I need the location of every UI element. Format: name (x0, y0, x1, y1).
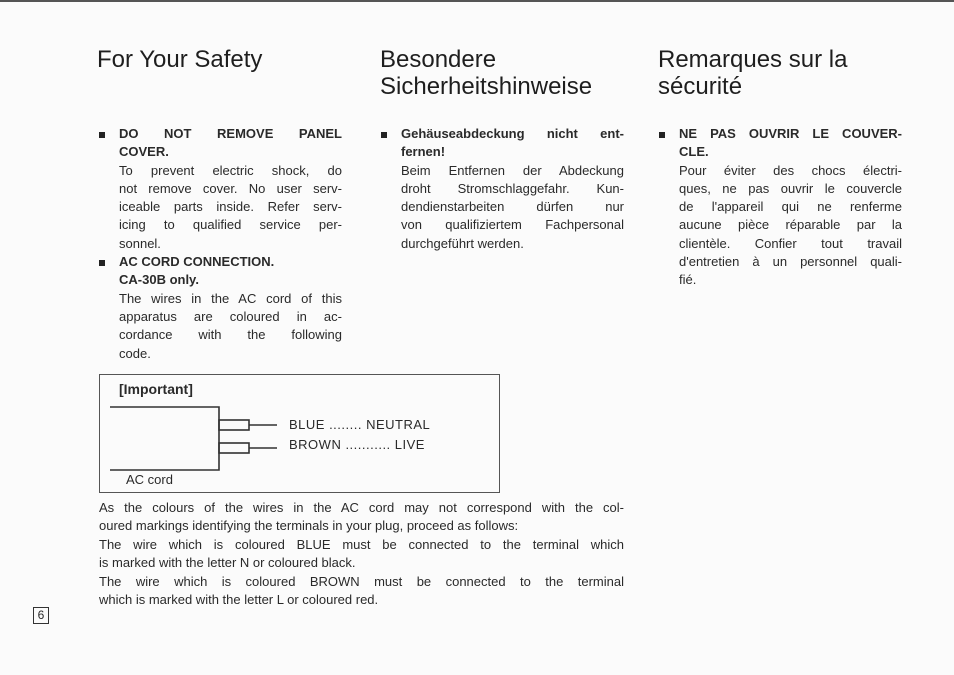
text-line: durchgeführt werden. (401, 235, 524, 251)
instruction-paragraph (99, 536, 624, 573)
cord-outline (110, 407, 219, 470)
gehaeuse-text (381, 162, 624, 253)
heading-line: DO NOT REMOVE PANEL (119, 126, 342, 141)
text-line: aucune pièce réparable par la (679, 217, 902, 233)
heading-line: Gehäuseabdeckung nicht ent- (401, 126, 624, 141)
wire-blue-end (219, 420, 249, 430)
bullet-heading-couvercle (659, 125, 902, 162)
heading-line: CLE. (679, 144, 709, 160)
text-line: d'entretien à un personnel quali- (679, 254, 902, 270)
text-line: code. (119, 345, 151, 361)
ac-cord-text (99, 290, 342, 363)
heading-line: AC CORD CONNECTION. (119, 254, 275, 270)
text-line: von qualifiziertem Fachpersonal (401, 217, 624, 233)
title-german: Besondere Sicherheitshinweise (380, 46, 593, 100)
text-line: droht Stromschlaggefahr. Kun- (401, 180, 624, 196)
text-line: icing to qualified service per- (119, 217, 342, 233)
heading-line: NE PAS OUVRIR LE COUVER- (679, 126, 902, 141)
text-line: fié. (679, 272, 697, 288)
heading-line: COVER. (119, 144, 169, 160)
panel-cover-text (99, 162, 342, 253)
instruction-paragraph (99, 573, 624, 610)
important-box (99, 374, 500, 493)
bullet-heading-ac-cord (99, 253, 342, 290)
couvercle-text (659, 162, 902, 290)
text-line: which is marked with the letter L or coloured red. (99, 592, 379, 608)
ac-cord-label: AC cord (126, 472, 173, 487)
text-line: The wire which is coloured BLUE must be connected to the terminal which (99, 536, 624, 552)
text-line: Pour éviter des chocs électri- (679, 162, 902, 178)
text-line: oured markings identifying the terminals in your plug, proceed as follows: (99, 518, 519, 534)
text-line: ques, ne pas ouvrir le couvercle (679, 180, 902, 196)
text-line: dendienstarbeiten dürfen nur (401, 199, 624, 215)
wiring-instructions (99, 499, 624, 609)
important-label: [Important] (119, 381, 193, 397)
text-line: apparatus are coloured in ac- (119, 308, 342, 324)
text-line: cordance with the following (119, 327, 342, 343)
english-column (99, 125, 342, 363)
text-line: To prevent electric shock, do (119, 162, 342, 178)
german-column (381, 125, 624, 253)
text-line: Beim Entfernen der Abdeckung (401, 162, 624, 178)
top-rule (0, 0, 954, 2)
heading-line: CA-30B only. (119, 272, 199, 288)
bullet-heading-gehaeuse (381, 125, 624, 162)
heading-line: fernen! (401, 144, 446, 160)
text-line: As the colours of the wires in the AC cord may not correspond with the col- (99, 500, 624, 515)
brown-live-label: BROWN ........... LIVE (289, 437, 425, 452)
title-english: For Your Safety (97, 46, 263, 73)
text-line: not remove cover. No user serv- (119, 180, 342, 196)
french-column (659, 125, 902, 290)
blue-neutral-label: BLUE ........ NEUTRAL (289, 417, 431, 432)
text-line: The wires in the AC cord of this (119, 290, 342, 306)
title-french: Remarques sur la sécurité (658, 46, 848, 100)
instruction-paragraph (99, 499, 624, 536)
text-line: sonnel. (119, 235, 161, 251)
text-line: is marked with the letter N or coloured black. (99, 555, 356, 571)
text-line: de l'appareil qui ne renferme (679, 199, 902, 215)
text-line: iceable parts inside. Refer serv- (119, 199, 342, 215)
text-line: clientèle. Confier tout travail (679, 235, 902, 251)
bullet-heading-panel-cover (99, 125, 342, 162)
text-line: The wire which is coloured BROWN must be connected to the terminal (99, 573, 624, 589)
wire-brown-end (219, 443, 249, 453)
page-number: 6 (33, 607, 49, 624)
